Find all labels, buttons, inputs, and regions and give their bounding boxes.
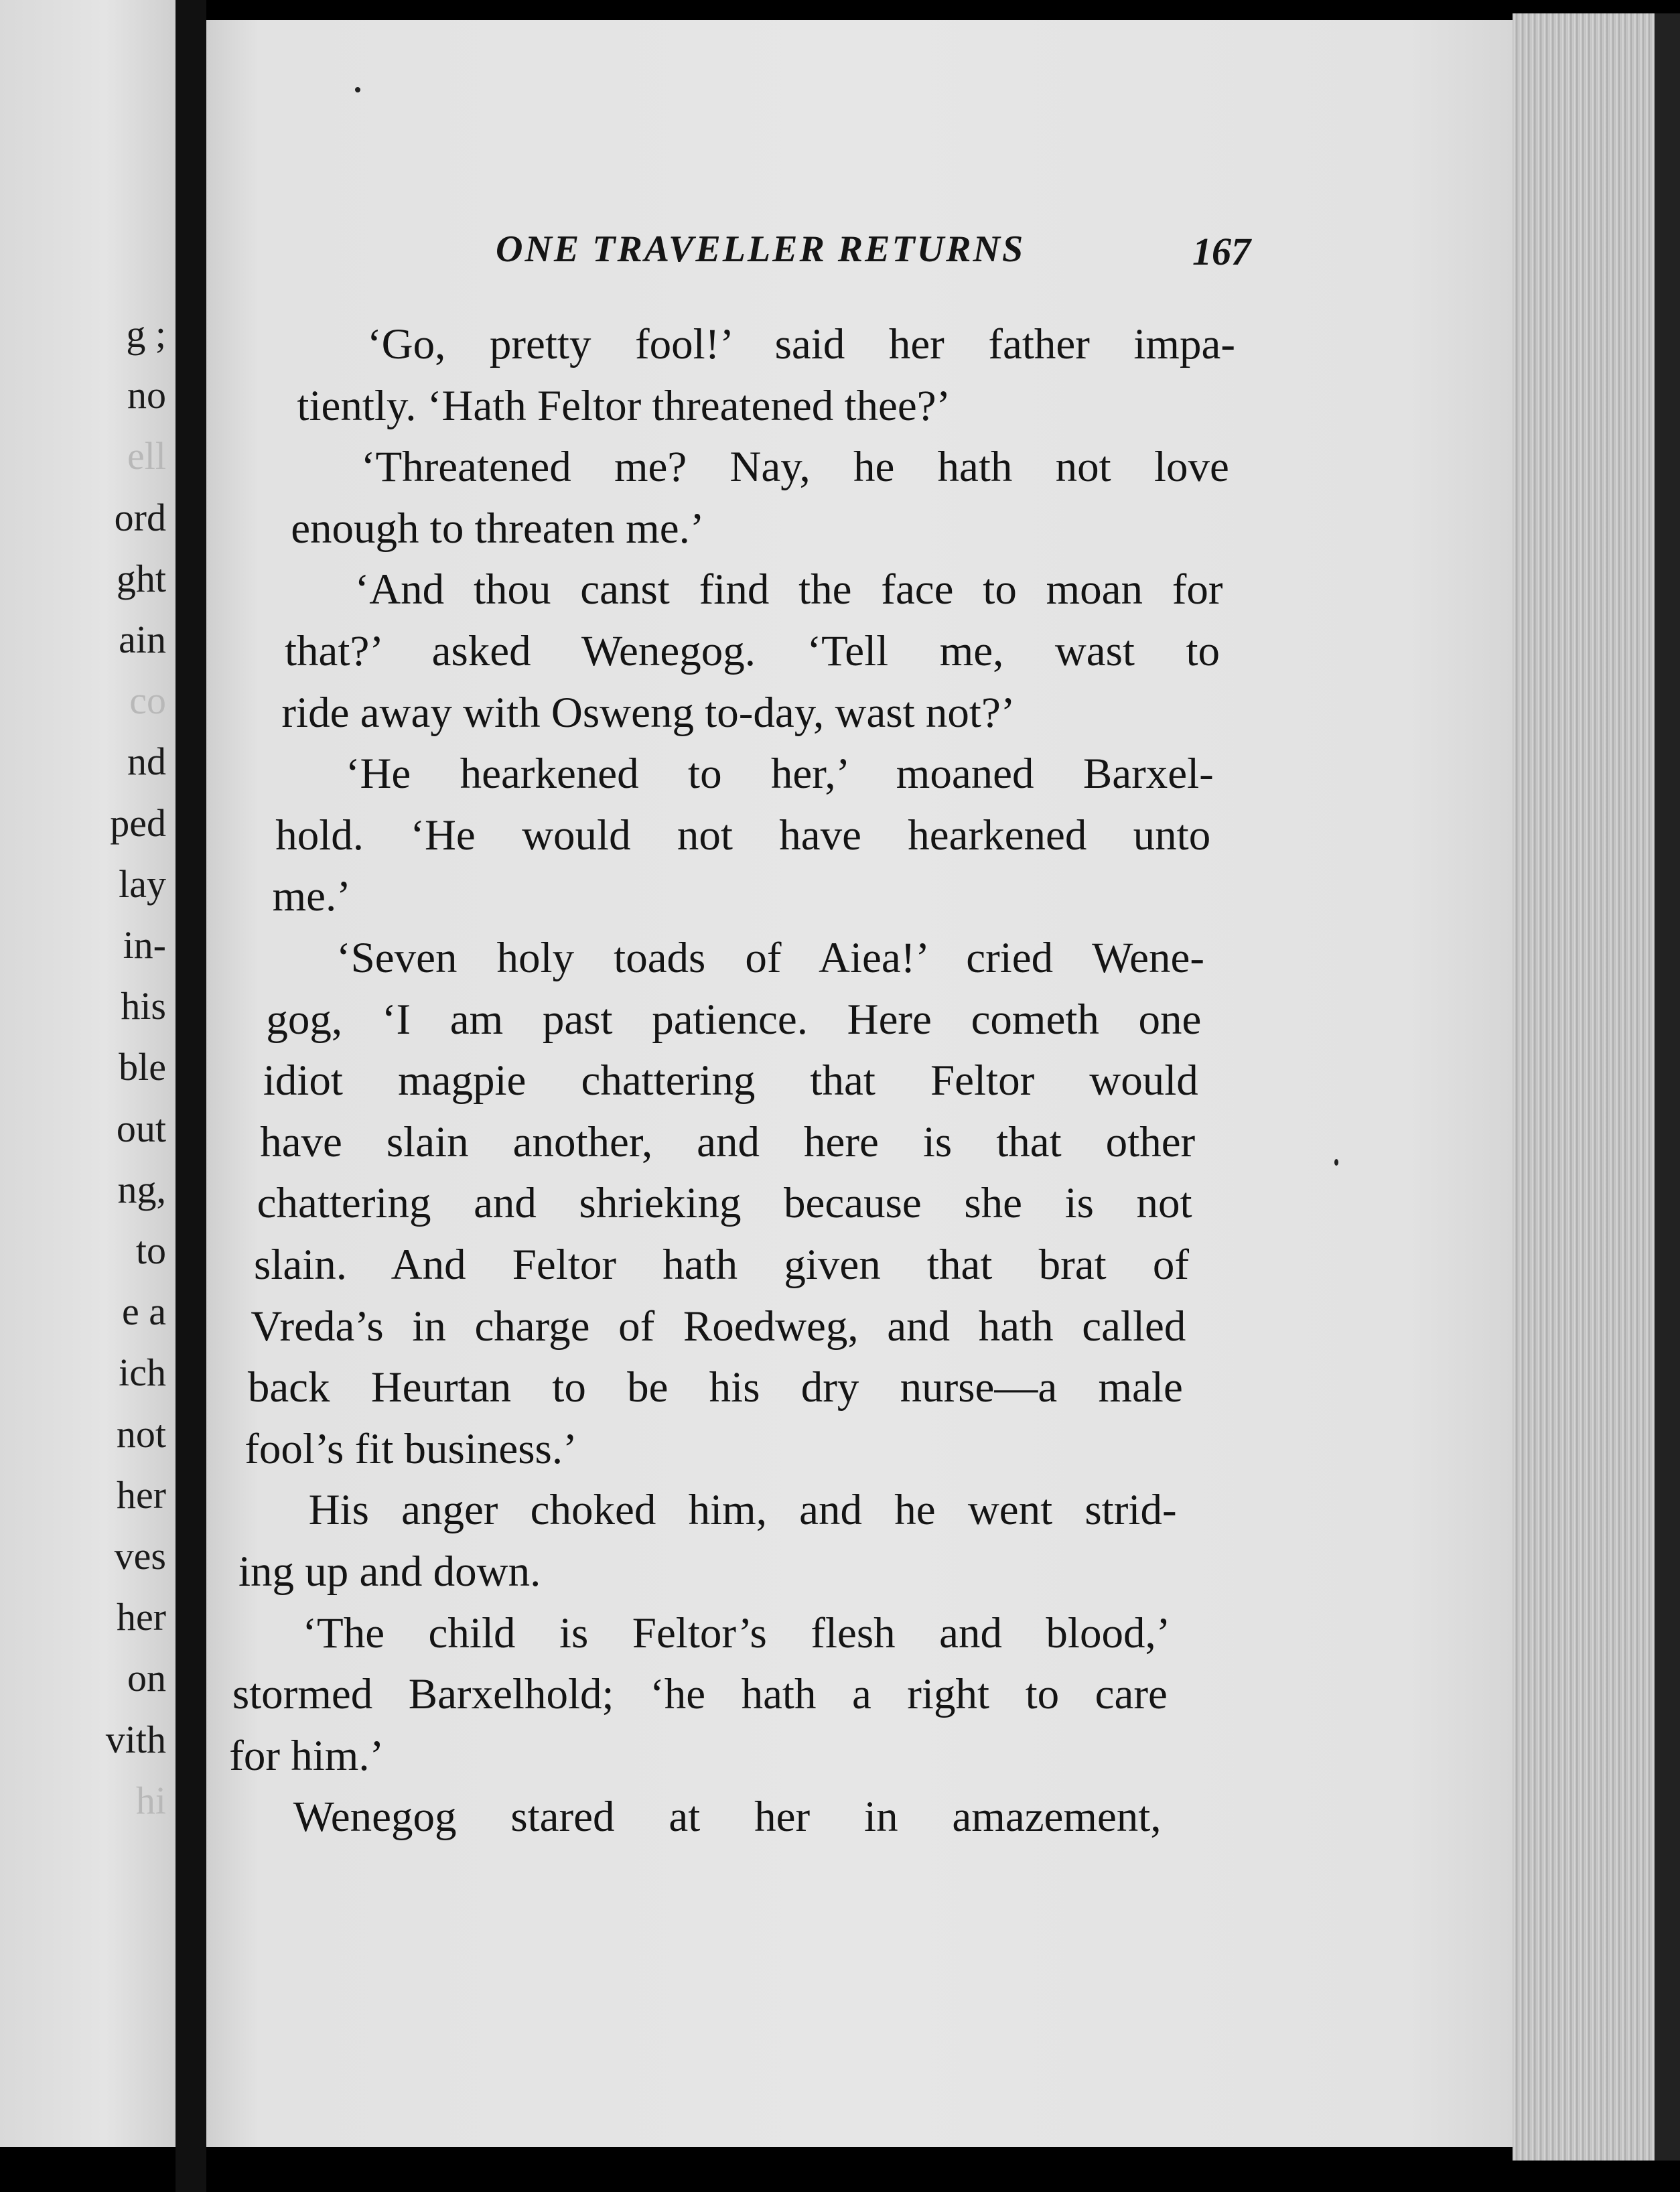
text-line: tiently. ‘Hath Feltor threatened thee?’ (297, 381, 951, 430)
text-line: His anger choked him, and he went strid- (308, 1486, 1177, 1535)
facing-page-fragment: ell (127, 434, 166, 478)
facing-page-fragment: ble (119, 1045, 166, 1089)
text-line: ‘Threatened me? Nay, he hath not love (360, 443, 1229, 492)
facing-page-fragment: on (127, 1656, 166, 1700)
text-line: for him.’ (229, 1731, 384, 1780)
running-head: ONE TRAVELLER RETURNS (496, 228, 1026, 270)
text-line: back Heurtan to be his dry nurse—a male (247, 1363, 1183, 1412)
facing-page-fragment: ich (119, 1351, 166, 1395)
facing-page-fragment: ord (114, 495, 166, 539)
facing-page-fragment: her (116, 1595, 166, 1639)
facing-page-fragment: out (116, 1106, 166, 1150)
facing-page-fragment: her (116, 1472, 166, 1517)
text-line: ing up and down. (238, 1548, 541, 1596)
page-speck (355, 87, 360, 92)
text-line: ride away with Osweng to-day, wast not?’ (281, 688, 1016, 737)
facing-page-fragment: g ; (126, 312, 166, 356)
facing-page-fragment: ght (116, 556, 166, 600)
facing-page-fragment: no (127, 373, 166, 417)
facing-page-fragment: his (121, 984, 166, 1028)
facing-page-fragment: in- (123, 923, 166, 967)
text-line: stormed Barxelhold; ‘he hath a right to care (232, 1670, 1168, 1719)
facing-page-fragment: ng, (117, 1167, 166, 1211)
text-line: ‘And thou canst find the face to moan for (354, 565, 1223, 614)
page-speck (1334, 1159, 1338, 1166)
facing-page-fragment: nd (127, 740, 166, 784)
facing-page-fragment: ves (114, 1534, 166, 1578)
facing-page-fragment: to (135, 1229, 166, 1272)
facing-page-fragment: hi (135, 1778, 166, 1822)
page-number: 167 (1192, 230, 1251, 273)
facing-page-fragment: co (129, 679, 166, 723)
text-line: chattering and shrieking because she is not (257, 1179, 1192, 1228)
text-line: enough to threaten me.’ (291, 504, 705, 553)
text-line: fool’s fit business.’ (244, 1424, 577, 1473)
facing-page-fragment: e a (122, 1290, 166, 1334)
text-line: ‘Seven holy toads of Aiea!’ cried Wene- (336, 934, 1204, 982)
text-line: slain. And Feltor hath given that brat of (254, 1241, 1189, 1289)
text-line: ‘Go, pretty fool!’ said her father impa- (367, 320, 1235, 368)
facing-page-fragment: ain (119, 618, 166, 661)
facing-page-fragment: ped (110, 801, 166, 845)
book-gutter (176, 0, 206, 2192)
facing-page-fragment: vith (105, 1717, 166, 1761)
text-line: gog, ‘I am past patience. Here cometh one (266, 995, 1202, 1044)
text-line: hold. ‘He would not have hearkened unto (275, 811, 1211, 860)
text-line: have slain another, and here is that other (260, 1117, 1196, 1166)
book-edge-shadow (1655, 13, 1680, 2161)
page-edges (1513, 13, 1655, 2161)
text-line: ‘He hearkened to her,’ moaned Barxel- (345, 750, 1214, 799)
text-line: that?’ asked Wenegog. ‘Tell me, wast to (285, 627, 1220, 675)
text-line: idiot magpie chattering that Feltor would (263, 1056, 1198, 1105)
text-line: ‘The child is Feltor’s flesh and blood,’ (302, 1608, 1171, 1657)
text-line: Vreda’s in charge of Roedweg, and hath called (251, 1302, 1186, 1351)
facing-page-fragment: not (116, 1412, 166, 1456)
text-line: me.’ (272, 872, 351, 921)
text-line: Wenegog stared at her in amazement, (293, 1793, 1162, 1842)
facing-page-fragment: lay (119, 862, 166, 906)
